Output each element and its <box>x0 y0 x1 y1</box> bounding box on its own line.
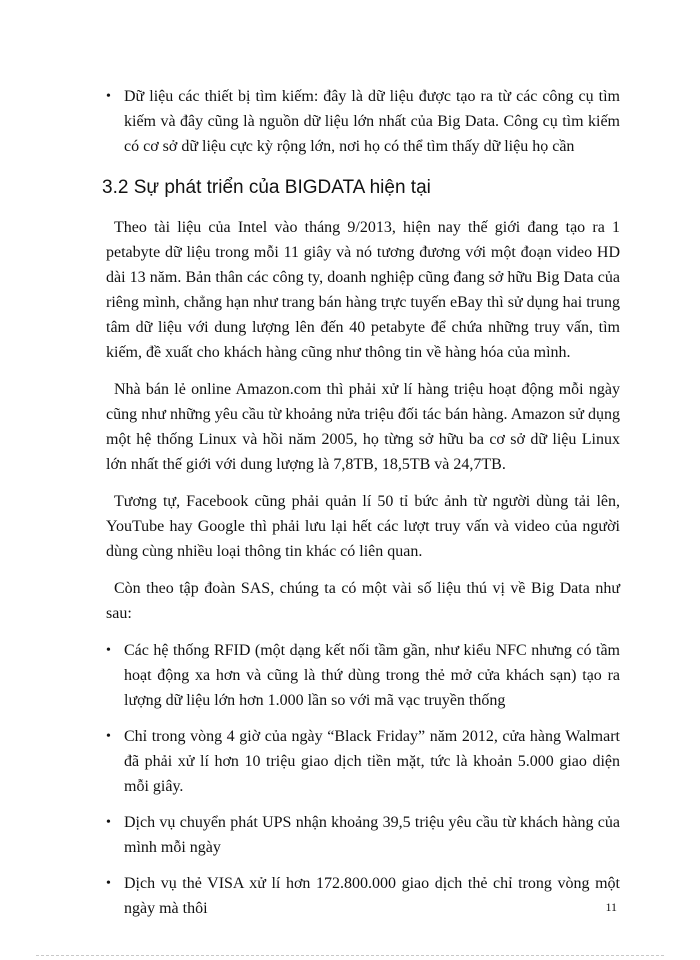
bullet-text: Dịch vụ thẻ VISA xử lí hơn 172.800.000 giao dịch thẻ chỉ trong vòng một ngày mà thôi <box>124 875 620 917</box>
bullet-icon: • <box>106 876 111 891</box>
list-item <box>106 810 620 860</box>
bullet-text: Chỉ trong vòng 4 giờ của ngày “Black Friday” năm 2012, cửa hàng Walmart đã phải xử lí hơn 10 triệu giao dịch tiền mặt, tức là khoản 5.000 giao diện mỗi giây. <box>124 728 620 795</box>
bullet-icon: • <box>106 729 111 744</box>
list-item <box>106 638 620 713</box>
list-item <box>106 724 620 799</box>
bullet-text: Các hệ thống RFID (một dạng kết nối tầm gần, như kiểu NFC nhưng có tầm hoạt động xa hơn và cũng là thứ dùng trong thẻ mở cửa khách sạn) tạo ra lượng dữ liệu lớn hơn 1.000 lần so với mã vạc truyền thống <box>124 642 620 709</box>
section-heading: 3.2 Sự phát triển của BIGDATA hiện tại <box>102 177 431 198</box>
bullet-icon: • <box>106 815 111 830</box>
paragraph: Tương tự, Facebook cũng phải quản lí 50 tỉ bức ảnh từ người dùng tải lên, YouTube hay Google thì phải lưu lại hết các lượt truy vấn và video của người dùng cùng nhiều loại thông tin khác có liên quan. <box>106 493 620 560</box>
page-number: 11 <box>605 900 617 914</box>
bottom-bullet-list <box>106 638 620 921</box>
bullet-icon: • <box>106 643 111 658</box>
page-break-divider <box>36 955 664 956</box>
paragraph: Còn theo tập đoàn SAS, chúng ta có một vài số liệu thú vị về Big Data như sau: <box>106 580 620 622</box>
list-item <box>106 84 620 159</box>
paragraph: Nhà bán lẻ online Amazon.com thì phải xử lí hàng triệu hoạt động mỗi ngày cũng như những yêu cầu từ khoảng nửa triệu đối tác bán hàng. Amazon sử dụng một hệ thống Linux và hồi năm 2005, họ từng sở hữu ba cơ sở dữ liệu Linux lớn nhất thế giới với dung lượng là 7,8TB, 18,5TB và 24,7TB. <box>106 381 620 473</box>
top-bullet-list <box>106 84 620 159</box>
page-content <box>102 84 620 932</box>
paragraph: Theo tài liệu của Intel vào tháng 9/2013, hiện nay thế giới đang tạo ra 1 petabyte dữ liệu trong mỗi 11 giây và nó tương đương với một đoạn video HD dài 13 năm. Bản thân các công ty, doanh nghiệp cũng đang sở hữu Big Data của riêng mình, chẳng hạn như trang bán hàng trực tuyến eBay thì sử dụng hai trung tâm dữ liệu với dung lượng lên đến 40 petabyte để chứa những truy vấn, tìm kiếm, đề xuất cho khách hàng cũng như thông tin về hàng hóa của mình. <box>106 219 620 361</box>
bullet-text: Dữ liệu các thiết bị tìm kiếm: đây là dữ liệu được tạo ra từ các công cụ tìm kiếm và đây cũng là nguồn dữ liệu lớn nhất của Big Data. Công cụ tìm kiếm có cơ sở dữ liệu cực kỳ rộng lớn, nơi họ có thể tìm thấy dữ liệu họ cần <box>124 88 620 155</box>
bullet-text: Dịch vụ chuyển phát UPS nhận khoảng 39,5 triệu yêu cầu từ khách hàng của mình mỗi ngày <box>124 814 620 856</box>
list-item <box>106 871 620 921</box>
bullet-icon: • <box>106 89 111 104</box>
